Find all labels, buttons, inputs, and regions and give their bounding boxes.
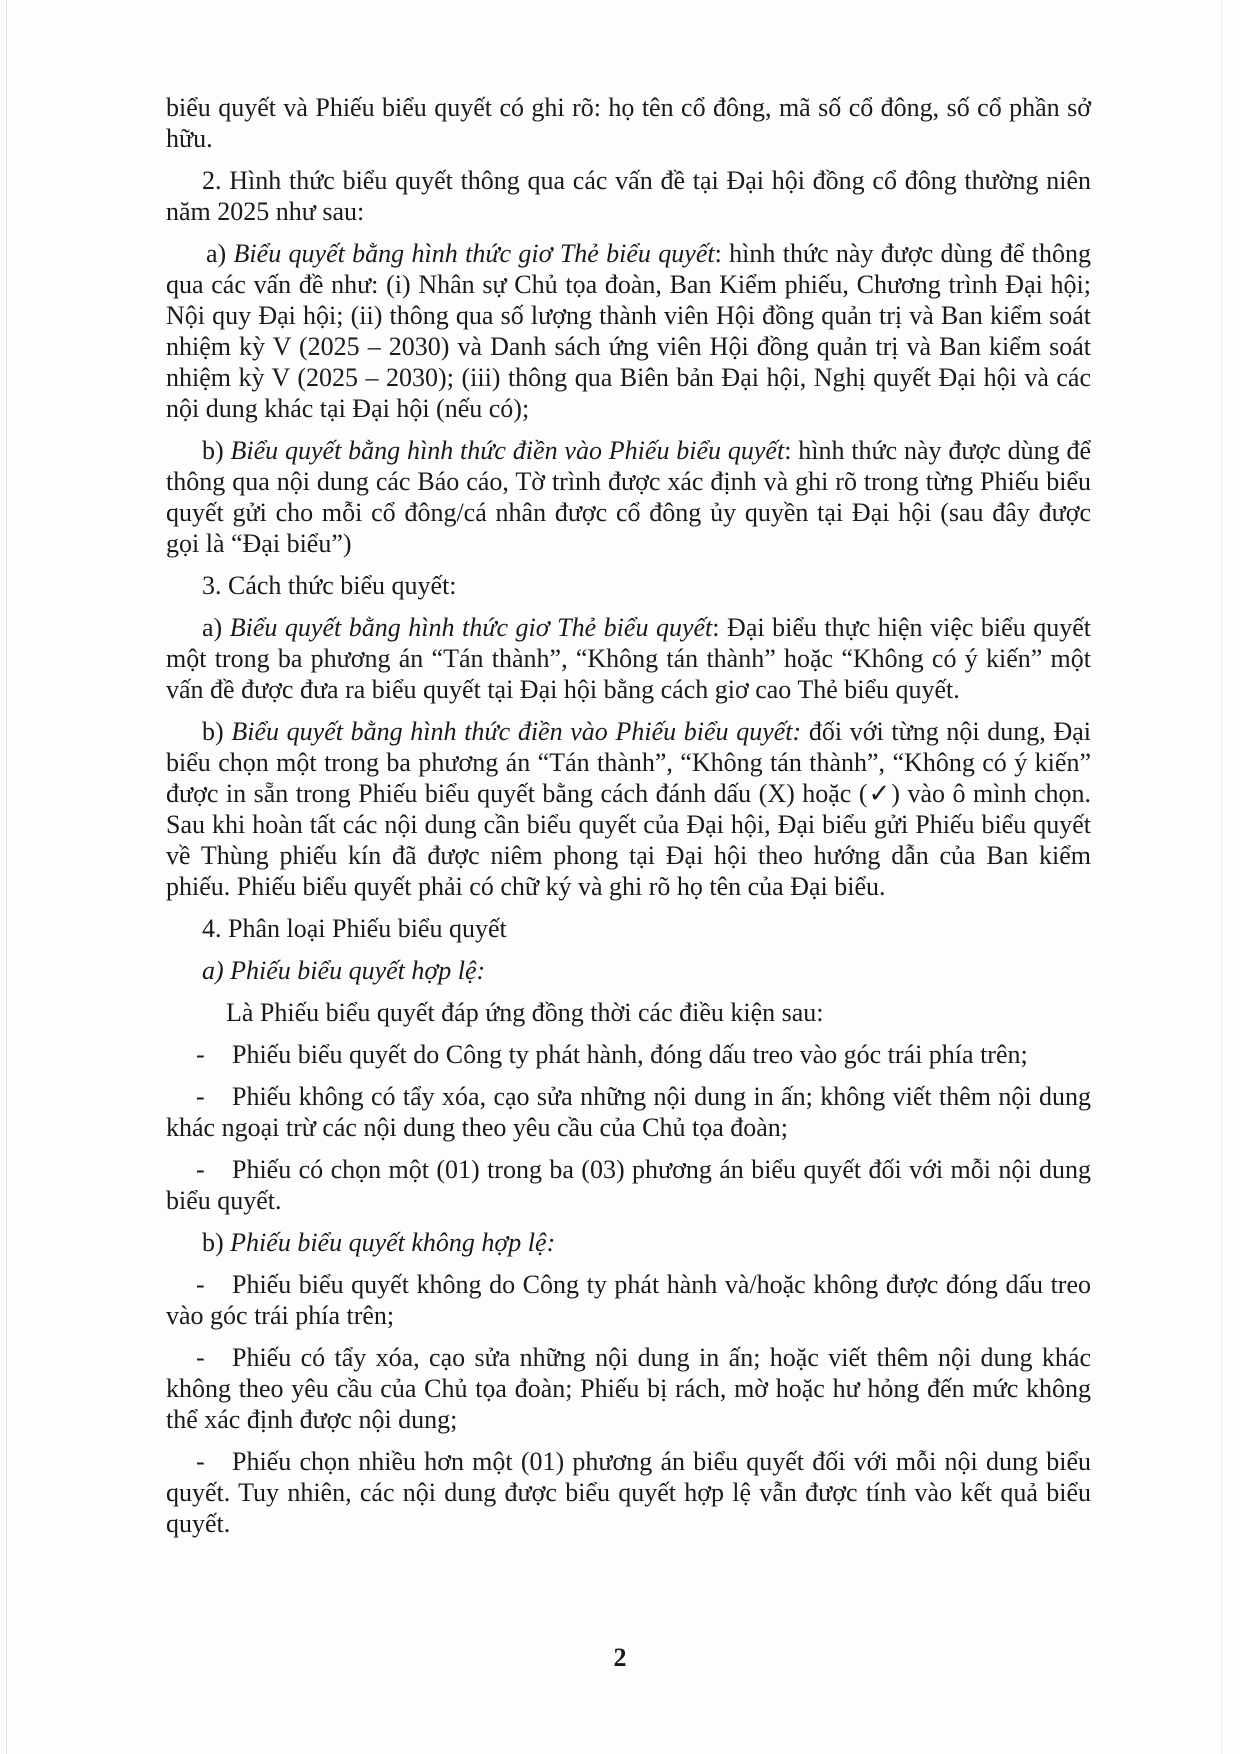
text: Phiếu chọn nhiều hơn một (01) phương án biểu quyết đối với mỗi nội dung biểu quyết. Tuy nhiên, các nội dung được biểu quyết hợp lệ vẫn được tính vào kết quả biểu quyết. [166,1447,1091,1538]
text: b) [202,436,231,465]
document-body [166,92,1091,1550]
text: Phiếu không có tẩy xóa, cạo sửa những nội dung in ấn; không viết thêm nội dung khác ngoại trừ các nội dung theo yêu cầu của Chủ tọa đoàn; [166,1082,1091,1142]
paragraph [166,913,1091,944]
bullet-item [166,1269,1091,1331]
paragraph [166,238,1091,424]
text: a) [202,613,230,642]
dash-bullet: - [196,1447,205,1476]
text: Phiếu có tẩy xóa, cạo sửa những nội dung in ấn; hoặc viết thêm nội dung khác không theo yêu cầu của Chủ tọa đoàn; Phiếu bị rách, mờ hoặc hư hỏng đến mức không thể xác định được nội dung; [166,1343,1091,1434]
paragraph [166,165,1091,227]
italic-text: Biểu quyết bằng hình thức điền vào Phiếu biểu quyết: [231,717,802,746]
text: Phiếu có chọn một (01) trong ba (03) phương án biểu quyết đối với mỗi nội dung biểu quyết. [166,1155,1091,1215]
text: Là Phiếu biểu quyết đáp ứng đồng thời các điều kiện sau: [226,998,824,1027]
text: 3. Cách thức biểu quyết: [202,571,457,600]
italic-text: Biểu quyết bằng hình thức giơ Thẻ biểu quyết [229,613,713,642]
text: : Đại biểu thực hiện việc biểu quyết một trong ba phương án “Tán thành”, “Không tán thành” hoặc “Không có ý kiến” một vấn đề được đưa ra biểu quyết tại Đại hội bằng cách giơ cao Thẻ biểu quyết. [166,613,1091,704]
text: 2. Hình thức biểu quyết thông qua các vấn đề tại Đại hội đồng cổ đông thường niên năm 2025 như sau: [166,166,1091,226]
paragraph [166,716,1091,902]
bullet-item [166,1154,1091,1216]
text: b) [202,717,232,746]
bullet-item [166,1446,1091,1539]
page-number: 2 [613,1643,627,1672]
text: : hình thức này được dùng để thông qua nội dung các Báo cáo, Tờ trình được xác định và ghi rõ trong từng Phiếu biểu quyết gửi cho mỗi cổ đông/cá nhân được cổ đông ủy quyền tại Đại hội (sau đây được gọi là “Đại biểu”) [166,436,1091,558]
text: 4. Phân loại Phiếu biểu quyết [202,914,507,943]
paragraph [166,92,1091,154]
text: : hình thức này được dùng để thông qua các vấn đề như: (i) Nhân sự Chủ tọa đoàn, Ban Kiểm phiếu, Chương trình Đại hội; Nội quy Đại hội; (ii) thông qua số lượng thành viên Hội đồng quản trị và Ban kiểm soát nhiệm kỳ V (2025 – 2030) và Danh sách ứng viên Hội đồng quản trị và Ban kiểm soát nhiệm kỳ V (2025 – 2030); (iii) thông qua Biên bản Đại hội, Nghị quyết Đại hội và các nội dung khác tại Đại hội (nếu có); [166,239,1091,423]
italic-text: Biểu quyết bằng hình thức giơ Thẻ biểu quyết [233,239,715,268]
text: Phiếu biểu quyết do Công ty phát hành, đóng dấu treo vào góc trái phía trên; [232,1040,1028,1069]
dash-bullet: - [196,1082,205,1111]
paragraph [166,570,1091,601]
text: Phiếu biểu quyết không do Công ty phát hành và/hoặc không được đóng dấu treo vào góc trái phía trên; [166,1270,1091,1330]
text: b) [202,1228,231,1257]
scan-edge [1221,0,1222,1754]
text: biểu quyết và Phiếu biểu quyết có ghi rõ: họ tên cổ đông, mã số cổ đông, số cổ phần sở hữu. [166,93,1091,153]
paragraph [166,955,1091,986]
italic-text: a) Phiếu biểu quyết hợp lệ: [202,956,486,985]
dash-bullet: - [196,1270,205,1299]
scan-edge [6,0,7,1754]
paragraph [166,997,1091,1028]
bullet-item [166,1342,1091,1435]
dash-bullet: - [196,1343,205,1372]
paragraph [166,1227,1091,1258]
text: đối với từng nội dung, Đại biểu chọn một trong ba phương án “Tán thành”, “Không tán thành”, “Không có ý kiến” được in sẵn trong Phiếu biểu quyết bằng cách đánh dấu (X) hoặc (✓) vào ô mình chọn. Sau khi hoàn tất các nội dung cần biểu quyết của Đại hội, Đại biểu gửi Phiếu biểu quyết về Thùng phiếu kín đã được niêm phong tại Đại hội theo hướng dẫn của Ban kiểm phiếu. Phiếu biểu quyết phải có chữ ký và ghi rõ họ tên của Đại biểu. [166,717,1091,901]
dash-bullet: - [196,1155,205,1184]
italic-text: Biểu quyết bằng hình thức điền vào Phiếu biểu quyết [230,436,785,465]
bullet-item [166,1039,1091,1070]
dash-bullet: - [196,1040,205,1069]
bullet-item [166,1081,1091,1143]
italic-text: Phiếu biểu quyết không hợp lệ: [230,1228,556,1257]
paragraph [166,435,1091,559]
text: a) [206,239,234,268]
paragraph [166,612,1091,705]
